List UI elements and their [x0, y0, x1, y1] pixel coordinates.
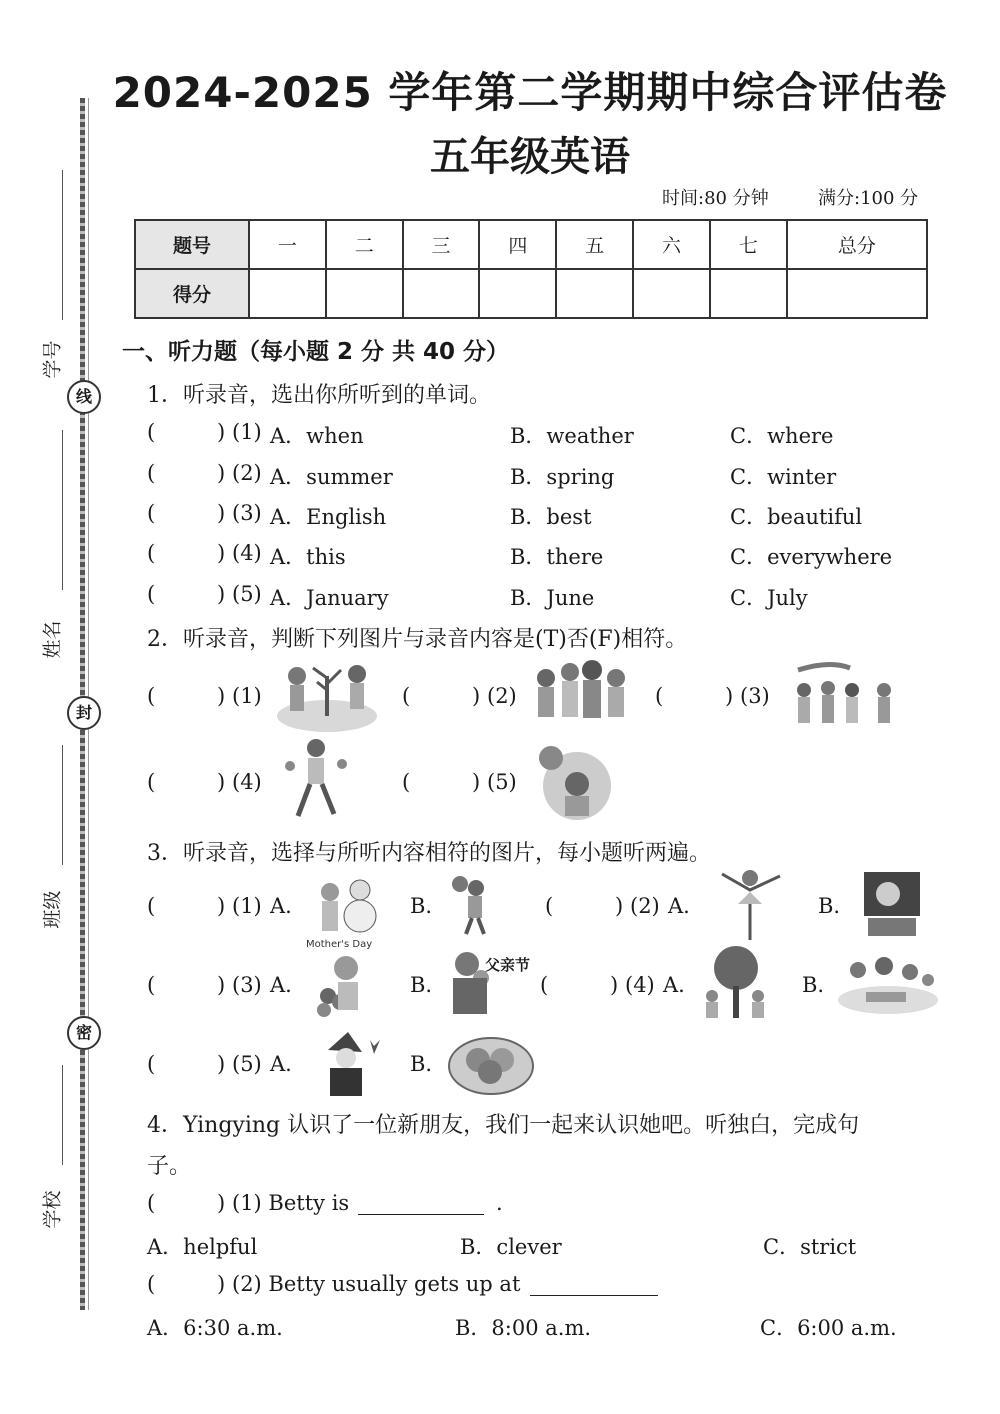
- page-title: 2024-2025 学年第二学期期中综合评估卷: [112, 68, 948, 117]
- q1-option-a: A．English: [270, 505, 387, 529]
- score-col: 三: [403, 220, 480, 269]
- score-table-label-score: 得分: [135, 269, 249, 318]
- q4-s2-option-a: A．6:30 a.m.: [147, 1316, 283, 1340]
- answer-paren-close: ): [472, 684, 481, 708]
- seal-mark-secret: 密: [67, 1016, 101, 1050]
- answer-paren-open[interactable]: (: [147, 461, 156, 485]
- answer-paren-close: ): [217, 1052, 226, 1076]
- q1-option-a: A．summer: [270, 465, 393, 489]
- score-col: 四: [479, 220, 556, 269]
- answer-paren-close: ): [217, 501, 226, 525]
- q4-s1-option-c: C．strict: [763, 1235, 857, 1259]
- q1-item-number: (1): [232, 420, 262, 444]
- answer-paren-open[interactable]: (: [147, 1272, 156, 1296]
- answer-paren-close: ): [217, 894, 226, 918]
- picture-tree-and-kids: [700, 946, 772, 1020]
- q4-prompt-line2: 子。: [147, 1154, 192, 1179]
- score-col: 五: [556, 220, 633, 269]
- q2-prompt: 2．听录音，判断下列图片与录音内容是(T)否(F)相符。: [147, 627, 688, 652]
- picture-tree-planting: [275, 654, 380, 734]
- q2-item-number: (1): [232, 684, 262, 708]
- answer-paren-close: ): [217, 1191, 226, 1215]
- score-col: 七: [710, 220, 787, 269]
- score-table: [134, 219, 928, 319]
- score-cell[interactable]: [633, 269, 710, 318]
- answer-paren-open[interactable]: (: [147, 1191, 156, 1215]
- answer-paren-open[interactable]: (: [147, 420, 156, 444]
- answer-paren-open[interactable]: (: [147, 894, 156, 918]
- picture-group-of-kids: [530, 656, 632, 726]
- answer-paren-close: ): [217, 541, 226, 565]
- margin-label-name: 姓名: [41, 620, 64, 659]
- score-cell[interactable]: [787, 269, 927, 318]
- answer-paren-open[interactable]: (: [545, 894, 554, 918]
- margin-blank-student-id: [62, 170, 63, 320]
- q4-prompt-line1: 4．Yingying 认识了一位新朋友，我们一起来认识她吧。听独白，完成句: [147, 1113, 860, 1138]
- answer-paren-close: ): [217, 684, 226, 708]
- seal-mark-line: 线: [67, 380, 101, 414]
- q4-s1-option-b: B．clever: [460, 1235, 562, 1259]
- picture-running-race: [278, 736, 353, 824]
- q1-option-c: C．where: [730, 424, 834, 448]
- answer-paren-close: ): [610, 973, 619, 997]
- q3-item-number: (4): [625, 973, 655, 997]
- q3-option-a-label: A.: [270, 973, 292, 997]
- q1-prompt: 1．听录音，选出你所听到的单词。: [147, 383, 491, 408]
- answer-paren-close: ): [217, 770, 226, 794]
- q1-item-number: (5): [232, 582, 262, 606]
- seal-mark-seal: 封: [67, 696, 101, 730]
- exam-time: 时间:80 分钟: [662, 188, 769, 209]
- q3-option-a-label: A.: [668, 894, 690, 918]
- q1-option-b: B．there: [510, 545, 604, 569]
- margin-blank-school: [62, 1065, 63, 1165]
- q1-option-a: A．January: [270, 586, 389, 610]
- q4-blank-2[interactable]: [530, 1295, 658, 1296]
- answer-paren-close: ): [217, 461, 226, 485]
- q1-option-c: C．beautiful: [730, 505, 863, 529]
- picture-mothers-day: [310, 952, 372, 1020]
- q3-option-b-label: B.: [818, 894, 841, 918]
- picture-snowman-kids: [312, 870, 378, 940]
- score-table-score-row: [135, 269, 927, 318]
- picture-childrens-day: [535, 738, 620, 824]
- answer-paren-open[interactable]: (: [147, 770, 156, 794]
- picture-ballet-dancer: [712, 866, 784, 942]
- q2-item-number: (2): [487, 684, 517, 708]
- answer-paren-open[interactable]: (: [147, 973, 156, 997]
- section-title-listening: 一、听力题（每小题 2 分 共 40 分）: [122, 339, 510, 365]
- score-col: 六: [633, 220, 710, 269]
- q3-option-b-label: B.: [410, 894, 433, 918]
- answer-paren-close: ): [217, 973, 226, 997]
- picture-mooncakes: [448, 1030, 534, 1096]
- answer-paren-close: ): [472, 770, 481, 794]
- answer-paren-open[interactable]: (: [147, 541, 156, 565]
- answer-paren-open[interactable]: (: [402, 770, 411, 794]
- score-cell[interactable]: [326, 269, 403, 318]
- answer-paren-open[interactable]: (: [147, 501, 156, 525]
- q3-option-b-label: B.: [410, 973, 433, 997]
- mothers-day-caption: Mother's Day: [306, 939, 373, 950]
- score-cell[interactable]: [710, 269, 787, 318]
- score-cell[interactable]: [249, 269, 326, 318]
- q3-option-b-label: B.: [802, 973, 825, 997]
- picture-fathers-day: [445, 948, 497, 1018]
- q1-item-number: (3): [232, 501, 262, 525]
- q1-option-a: A．when: [270, 424, 364, 448]
- q1-option-b: B．weather: [510, 424, 634, 448]
- q4-s2-option-b: B．8:00 a.m.: [455, 1316, 592, 1340]
- q1-option-b: B．spring: [510, 465, 615, 489]
- picture-classroom-teacher: [862, 870, 922, 938]
- answer-paren-close: ): [217, 582, 226, 606]
- margin-blank-name: [62, 430, 63, 590]
- q4-s1-option-a: A．helpful: [147, 1235, 258, 1259]
- q3-item-number: (1): [232, 894, 262, 918]
- margin-label-class: 班级: [41, 890, 64, 929]
- q3-option-a-label: A.: [270, 1052, 292, 1076]
- q4-sentence-1-end: .: [496, 1191, 503, 1215]
- picture-santa-claus: [310, 1030, 386, 1100]
- answer-paren-close: ): [217, 1272, 226, 1296]
- q1-option-a: A．this: [270, 545, 346, 569]
- q4-blank-1[interactable]: [358, 1214, 484, 1215]
- q2-item-number: (5): [487, 770, 517, 794]
- page-subtitle: 五年级英语: [430, 134, 630, 180]
- answer-paren-open[interactable]: (: [655, 684, 664, 708]
- answer-paren-open[interactable]: (: [540, 973, 549, 997]
- score-table-header-row: [135, 220, 927, 269]
- answer-paren-close: ): [217, 420, 226, 444]
- answer-paren-open[interactable]: (: [147, 684, 156, 708]
- q1-option-c: C．everywhere: [730, 545, 893, 569]
- q3-item-number: (2): [630, 894, 660, 918]
- answer-paren-close: ): [725, 684, 734, 708]
- score-col: 二: [326, 220, 403, 269]
- margin-blank-class: [62, 745, 63, 865]
- q3-option-b-label: B.: [410, 1052, 433, 1076]
- answer-paren-open[interactable]: (: [402, 684, 411, 708]
- q1-option-b: B．best: [510, 505, 592, 529]
- q2-item-number: (4): [232, 770, 262, 794]
- q3-prompt: 3．听录音，选择与所听内容相符的图片，每小题听两遍。: [147, 841, 711, 866]
- answer-paren-close: ): [615, 894, 624, 918]
- score-table-label-number: 题号: [135, 220, 249, 269]
- q4-sentence-2: (2) Betty usually gets up at: [232, 1272, 521, 1296]
- answer-paren-open[interactable]: (: [147, 582, 156, 606]
- q4-s2-option-c: C．6:00 a.m.: [760, 1316, 897, 1340]
- q3-option-a-label: A.: [663, 973, 685, 997]
- margin-label-student-id: 学号: [41, 340, 64, 379]
- score-col-total: 总分: [787, 220, 927, 269]
- score-cell[interactable]: [479, 269, 556, 318]
- q1-item-number: (2): [232, 461, 262, 485]
- q3-item-number: (5): [232, 1052, 262, 1076]
- q3-item-number: (3): [232, 973, 262, 997]
- q1-option-c: C．July: [730, 586, 808, 610]
- q1-option-b: B．June: [510, 586, 595, 610]
- score-cell[interactable]: [403, 269, 480, 318]
- margin-label-school: 学校: [41, 1190, 64, 1229]
- q1-option-c: C．winter: [730, 465, 837, 489]
- score-cell[interactable]: [556, 269, 633, 318]
- fathers-day-caption: 父亲节: [485, 956, 531, 974]
- answer-paren-open[interactable]: (: [147, 1052, 156, 1076]
- score-col: 一: [249, 220, 326, 269]
- q1-item-number: (4): [232, 541, 262, 565]
- picture-family-picnic: [836, 950, 940, 1016]
- exam-full-score: 满分:100 分: [818, 188, 919, 209]
- picture-kids-with-banner: [790, 660, 902, 728]
- q4-sentence-1: (1) Betty is: [232, 1191, 350, 1215]
- q3-option-a-label: A.: [270, 894, 292, 918]
- q2-item-number: (3): [740, 684, 770, 708]
- picture-basketball-player: [448, 872, 496, 936]
